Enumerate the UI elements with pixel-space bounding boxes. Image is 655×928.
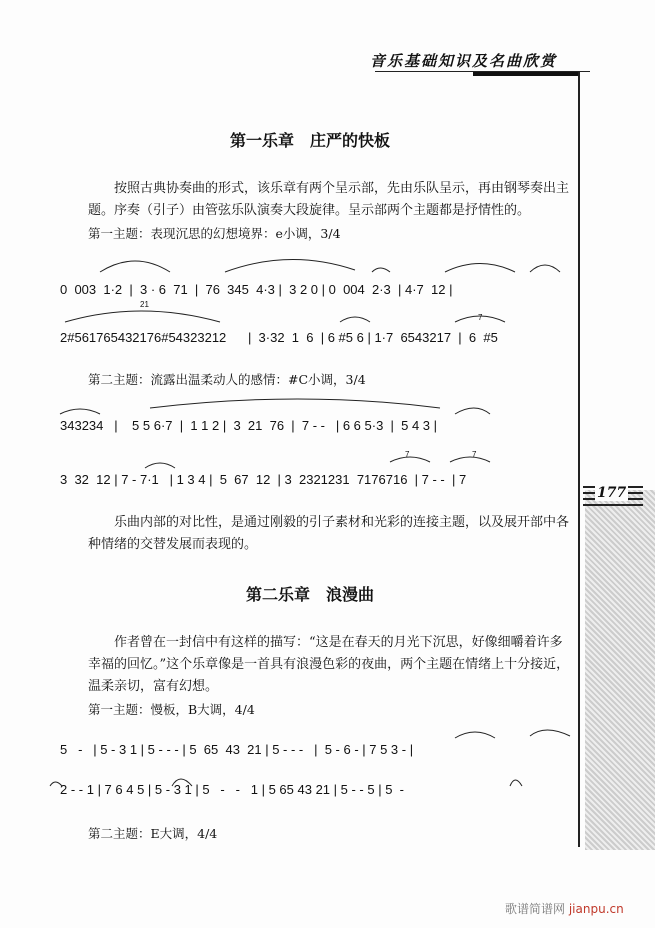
movement1-paragraph: 按照古典协奏曲的形式，该乐章有两个呈示部，先由乐队呈示，再由钢琴奏出主题。序奏（引子）由管弦乐队演奏大段旋律。呈示部两个主题都是抒情性的。: [88, 181, 570, 218]
tuplet-7: 7: [472, 450, 477, 459]
movement2-title: 第二乐章 浪漫曲: [245, 585, 374, 604]
m1-theme2-label: 第二主题：流露出温柔动人的感情：#C小调，3/4: [88, 372, 366, 387]
m2-theme1-line2: 2 - - 1 | 7 6 4 5 | 5 - 3 1 | 5 - - 1 | 5 65 43 21 | 5 - - 5 | 5 -: [60, 782, 404, 797]
watermark: [505, 900, 624, 917]
movement1-title: 第一乐章 庄严的快板: [229, 131, 390, 150]
m1-theme2-line2: 3 32 12 | 7 - 7·1 | 1 3 4 | 5 67 12 | 3 2321231 7176716 | 7 - - | 7: [60, 472, 467, 487]
m1-theme1-line1: 0 003 1·2 | 3 · 6 71 | 76 345 4·3 | 3 2 0 | 0 004 2·3 | 4·7 12 |: [60, 282, 453, 297]
running-header: 音乐基础知识及名曲欣赏: [370, 52, 558, 70]
page-number: 177: [597, 485, 627, 501]
tuplet-21: 21: [140, 300, 149, 309]
movement1-closing: 乐曲内部的对比性，是通过刚毅的引子素材和光彩的连接主题，以及展开部中各种情绪的交替发展而表现的。: [88, 515, 570, 552]
m1-theme2-line1: 343234 | 5 5 6·7 | 1 1 2 | 3 21 76 | 7 - - | 6 6 5·3 | 5 4 3 |: [60, 418, 438, 433]
watermark-cn: 歌谱简谱网: [505, 902, 566, 916]
m1-theme1-line2: 2#561765432176#54323212 | 3·32 1 6 | 6 #5 6 | 1·7 6543217 | 6 #5: [60, 330, 498, 345]
m2-theme1-line1: 5 - | 5 - 3 1 | 5 - - - | 5 65 43 21 | 5 - - - | 5 - 6 - | 7 5 3 - |: [60, 742, 414, 757]
movement2-paragraph: 作者曾在一封信中有这样的描写：“这是在春天的月光下沉思，好像细嚼着许多幸福的回忆。”这个乐章像是一首具有浪漫色彩的夜曲，两个主题在情绪上十分接近，温柔亲切，富有幻想。: [88, 635, 570, 694]
watermark-url: jianpu.cn: [568, 902, 624, 916]
tuplet-7: 7: [478, 313, 483, 322]
m1-theme1-label: 第一主题：表现沉思的幻想境界：e小调，3/4: [88, 226, 341, 241]
m2-theme2-label: 第二主题：E大调，4/4: [88, 826, 218, 841]
m2-theme1-label: 第一主题：慢板，B大调，4/4: [88, 702, 255, 717]
tuplet-7: 7: [405, 450, 410, 459]
